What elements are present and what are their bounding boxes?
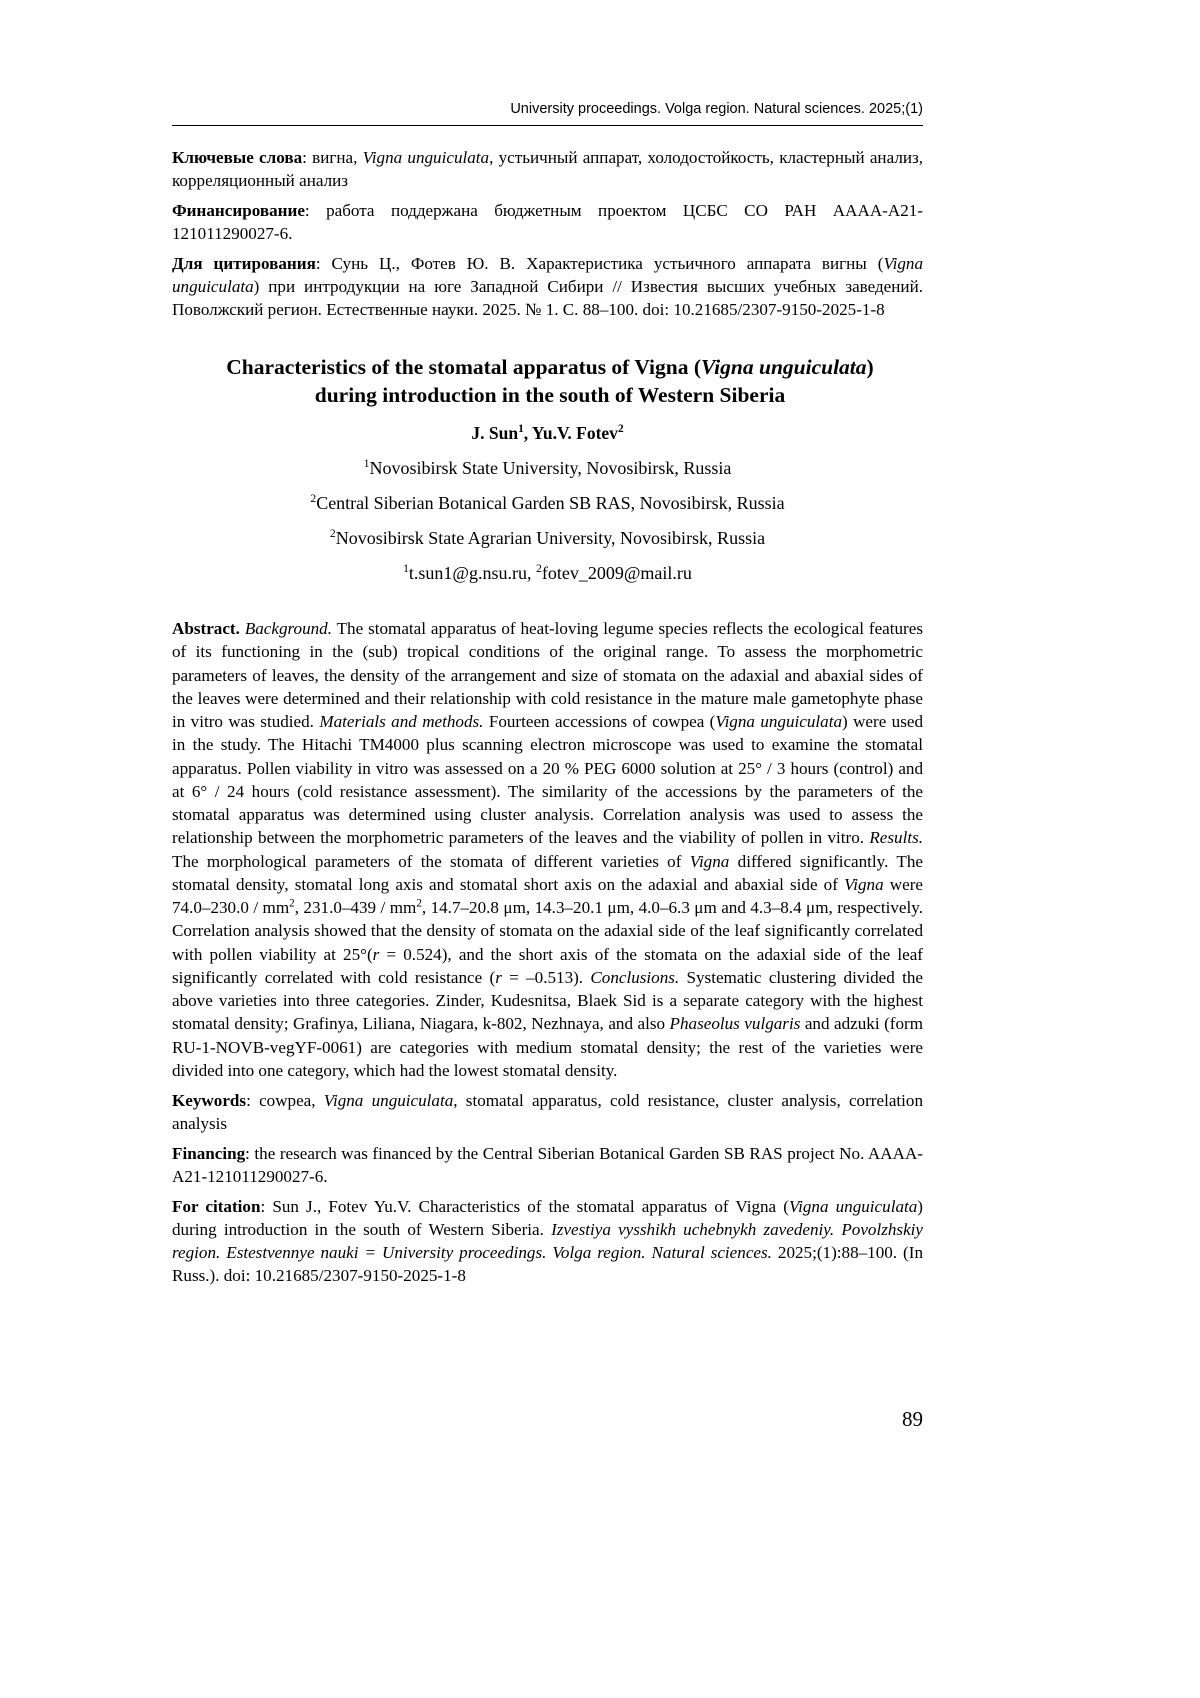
en-keywords: Keywords: cowpea, Vigna unguiculata, stomatal apparatus, cold resistance, cluster analysis, correlation analysis [172,1089,923,1135]
ru-financing-label: Финансирование [172,201,305,220]
header-rule [172,125,923,126]
en-citation-label: For citation [172,1197,260,1216]
affiliation: 2Novosibirsk State Agrarian University, Novosibirsk, Russia [172,528,923,549]
en-keywords-label: Keywords [172,1091,246,1110]
author-emails: 1t.sun1@g.nsu.ru, 2fotev_2009@mail.ru [172,563,923,584]
ru-metadata [172,146,923,328]
abstract: Abstract. Background. The stomatal apparatus of heat-loving legume species reflects the ecological features of its functioning in the (sub) tropical conditions of the original range. To assess the morphometric parameters of leaves, the density of the arrangement and size of stomata on the adaxial and abaxial sides of the leaves were determined and their relationship with cold resistance in the mature male gametophyte phase in vitro was studied. Materials and methods. Fourteen accessions of cowpea (Vigna unguiculata) were used in the study. The Hitachi TM4000 plus scanning electron microscope was used to examine the stomatal apparatus. Pollen viability in vitro was assessed on a 20 % PEG 6000 solution at 25° / 3 hours (control) and at 6° / 24 hours (cold resistance assessment). The similarity of the accessions by the parameters of the stomatal apparatus was determined using cluster analysis. Correlation analysis was used to assess the relationship between the morphometric parameters of the leaves and the viability of pollen in vitro. Results. The morphological parameters of the stomata of different varieties of Vigna differed significantly. The stomatal density, stomatal long axis and stomatal short axis on the adaxial and abaxial side of Vigna were 74.0–230.0 / mm2, 231.0–439 / mm2, 14.7–20.8 μm, 14.3–20.1 μm, 4.0–6.3 μm and 4.3–8.4 μm, respectively. Correlation analysis showed that the density of stomata on the adaxial side of the leaf significantly correlated with pollen viability at 25°(r = 0.524), and the short axis of the stomata on the adaxial side of the leaf significantly correlated with cold resistance (r = –0.513). Conclusions. Systematic clustering divided the above varieties into three categories. Zinder, Kudesnitsa, Blaek Sid is a separate category with the highest stomatal density; Grafinya, Liliana, Niagara, k-802, Nezhnaya, and also Phaseolus vulgaris and adzuki (form RU-1-NOVB-vegYF-0061) are categories with medium stomatal density; the rest of the varieties were divided into one category, which had the lowest stomatal density. [172,617,923,1082]
article-title: Characteristics of the stomatal apparatus of Vigna (Vigna unguiculata) during introduction in the south of Western Siberia [150,353,950,409]
en-financing-label: Financing [172,1144,245,1163]
ru-citation: Для цитирования: Сунь Ц., Фотев Ю. В. Характеристика устьичного аппарата вигны (Vigna unguiculata) при интродукции на юге Западной Сибири // Известия высших учебных заведений. Поволжский регион. Естественные науки. 2025. № 1. С. 88–100. doi: 10.21685/2307-9150-2025-1-8 [172,252,923,321]
affiliation: 1Novosibirsk State University, Novosibirsk, Russia [172,458,923,479]
abstract-section [172,617,923,1294]
en-citation: For citation: Sun J., Fotev Yu.V. Characteristics of the stomatal apparatus of Vigna (Vigna unguiculata) during introduction in the south of Western Siberia. Izvestiya vysshikh uchebnykh zavedeniy. Povolzhskiy region. Estestvennye nauki = University proceedings. Volga region. Natural sciences. 2025;(1):88–100. (In Russ.). doi: 10.21685/2307-9150-2025-1-8 [172,1195,923,1287]
authors: J. Sun1, Yu.V. Fotev2 [172,423,923,444]
running-header: University proceedings. Volga region. Natural sciences. 2025;(1) [172,101,923,117]
ru-keywords: Ключевые слова: вигна, Vigna unguiculata, устьичный аппарат, холодостойкость, кластерный анализ, корреляционный анализ [172,146,923,192]
ru-financing: Финансирование: работа поддержана бюджетным проектом ЦСБС СО РАН АААА-А21-121011290027-6. [172,199,923,245]
email-link[interactable]: t.sun1@g.nsu.ru [409,563,527,583]
abstract-label: Abstract. [172,619,240,638]
ru-citation-label: Для цитирования [172,254,316,273]
page-number: 89 [860,1407,923,1432]
email-link[interactable]: fotev_2009@mail.ru [542,563,692,583]
affiliation: 2Central Siberian Botanical Garden SB RAS, Novosibirsk, Russia [172,493,923,514]
en-financing: Financing: the research was financed by the Central Siberian Botanical Garden SB RAS project No. AAAA-A21-121011290027-6. [172,1142,923,1188]
ru-keywords-label: Ключевые слова [172,148,302,167]
